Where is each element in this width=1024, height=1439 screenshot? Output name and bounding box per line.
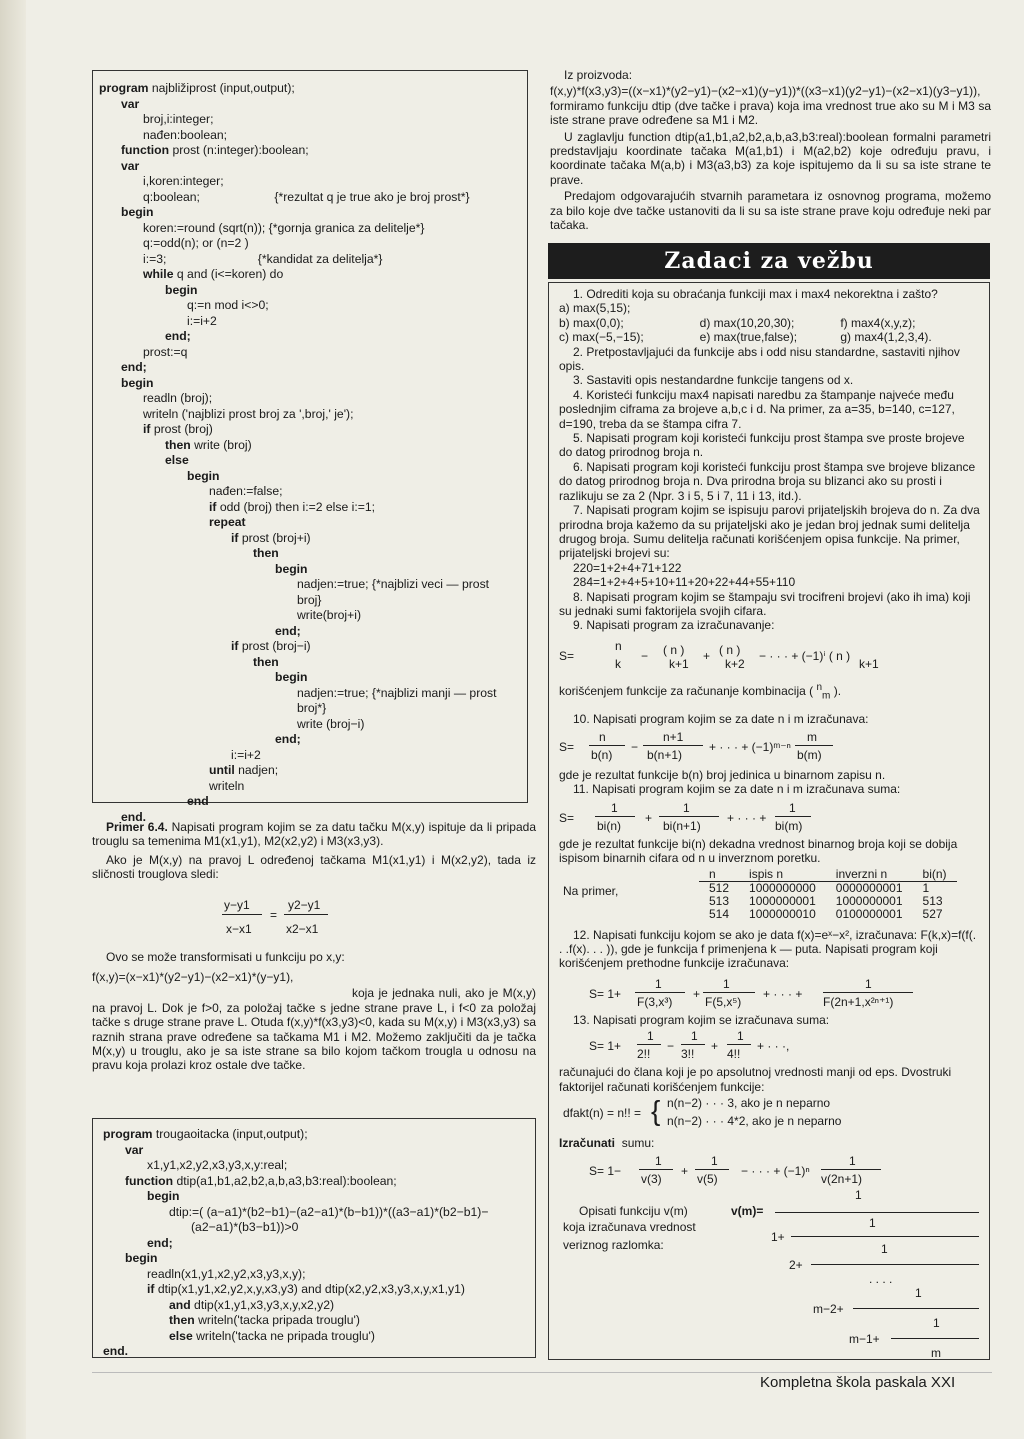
table-cell: 513 (922, 893, 943, 908)
exercise-12: 12. Napisati funkciju kojom se ako je data f(x)=eˣ−x², izračunava: F(k,x)=f(f(. . .f(x). . . )), gde je funkcija f primenjena k — puta. Napisati program koji korišćenjem prethodne funkcije izračunava: (559, 927, 977, 971)
exercises-banner: Zadaci za vežbu (548, 243, 990, 279)
code-text: dtip(a1,b1,a2,b2,a,b,a3,b3:real):boolean; (173, 1173, 397, 1188)
exercise-11: 11. Napisati program kojim se za date n i m izračunava suma: (573, 782, 901, 797)
option-c: c) max(−5,−15); (559, 330, 644, 345)
frac-equals: = (270, 907, 278, 922)
table-cell: 0000000001 (835, 880, 903, 895)
table-cell: 1 (922, 880, 930, 895)
keyword: end; (275, 732, 301, 746)
keyword: then (165, 437, 191, 452)
keyword: begin (275, 561, 308, 576)
table-cell: 1000000001 (749, 893, 816, 908)
exercise-7-example-1: 220=1+2+4+71+122 (573, 560, 682, 575)
table-cell: 527 (922, 906, 943, 921)
exercise-2: 2. Pretpostavljajući da funkcije abs i odd nisu standardne, sastaviti njihov opis. (559, 344, 960, 374)
frac-den-1: x−x1 (226, 921, 252, 936)
code1-line (99, 624, 519, 640)
code1-line (99, 531, 519, 547)
code2-line (103, 1189, 527, 1205)
code-text: writeln ('najblizi prost broj za ',broj,' je'); (143, 406, 354, 421)
code-text: q:boolean; {*rezultat q je true ako je broj prost*} (143, 189, 470, 204)
exercise-11-table (559, 868, 981, 928)
code-text: dtip(x1,y1,x2,y2,x,y,x3,y3) and dtip(x2,y2,x3,y3,x,y,x1,y1) (154, 1282, 465, 1296)
code-listing-trougao (103, 1127, 527, 1360)
code-text: i,koren:integer; (143, 174, 224, 188)
code-text: writeln('tacka ne pripada trouglu') (192, 1328, 375, 1343)
code-text: dtip:=( (a−a1)*(b2−b1)−(a2−a1)*(b−b1))*((a3−a1)*(b2−b1)− (169, 1204, 489, 1219)
table-header-cell: bi(n) (913, 868, 957, 882)
keyword: and (169, 1297, 191, 1312)
code-text: prost (broj+i) (238, 530, 311, 545)
dfakt-lhs: dfakt(n) = n!! = (563, 1106, 642, 1121)
primer-6-4-section (92, 820, 536, 1075)
code2-line (103, 1329, 527, 1345)
keyword: repeat (209, 515, 246, 529)
keyword: begin (121, 375, 154, 390)
table-header-cell: n (699, 868, 739, 882)
izracunati-formula: S= 1− 1 v(3) + 1 v(5) − · · · + (−1)ⁿ 1 v(2n+1) (559, 1152, 981, 1186)
code1-line (99, 670, 519, 686)
code-text: broj} (297, 592, 322, 607)
verizni-razlomak: 1 Opisati funkciju v(m) v(m)= koja izračunava vrednost 1 1+ veriznog razlomka: 1 2+ . . . . 1 m−2+ 1 m−1+ m (559, 1190, 981, 1370)
keyword: function (121, 143, 170, 157)
keyword: if (231, 639, 239, 653)
code-text: broj*} (297, 701, 327, 715)
code2-line (103, 1344, 527, 1360)
code-text: (a2−a1)*(b3−b1))>0 (191, 1220, 299, 1234)
table-cell: 1000000000 (749, 880, 816, 895)
keyword: until (209, 763, 235, 777)
exercise-10-after: gde je rezultat funkcije b(n) broj jedinica u binarnom zapisu n. (559, 767, 886, 782)
exercise-9-after: korišćenjem funkcije za računanje kombinacija ( $^n_m$ ). (559, 681, 842, 702)
code1-line (99, 469, 519, 485)
code2-line (103, 1220, 527, 1236)
code-text: prost:=q (143, 344, 188, 359)
table-cell: 513 (709, 893, 730, 908)
code-text: dtip(x1,y1,x3,y3,x,y,x2,y2) (190, 1297, 335, 1312)
keyword: begin (165, 282, 198, 297)
exercise-3: 3. Sastaviti opis nestandardne funkcije tangens od x. (573, 373, 854, 388)
keyword: while (143, 267, 174, 281)
dfakt-case-1: n(n−2) · · · 3, ako je n neparno (667, 1096, 831, 1111)
code1-line (99, 143, 519, 159)
exercise-1-options-row-2 (559, 316, 981, 330)
code1-line (99, 562, 519, 578)
exercise-1-options-row-3 (559, 330, 981, 344)
code2-line (103, 1205, 527, 1221)
code1-line (99, 81, 519, 97)
code1-line (99, 391, 519, 407)
exercise-7: 7. Napisati program kojim se ispisuju parovi prijateljskih brojeva do n. Za dva prirodna broja kažemo da su prijateljski ako je jedan broj jednak sumi delitelja drugog broja. Sumu delitelja računati korišćenjem opisa funkcije. Na primer, prijateljski brojevi su: (559, 503, 980, 561)
dtip-explanation (550, 68, 991, 234)
code-text: writeln('tacka pripada trouglu') (194, 1313, 360, 1327)
keyword: if (147, 1282, 155, 1296)
code1-line (99, 453, 519, 469)
table-row (699, 895, 957, 908)
table-cell: 0100000001 (835, 906, 903, 921)
code1-line (99, 779, 519, 795)
keyword: function (125, 1173, 174, 1188)
table-prefix: Na primer, (563, 883, 619, 898)
primer-paragraph-1: Napisati program kojim se za datu tačku M(x,y) ispituje da li pripada trouglu sa temenima M1(x1,y1), M2(x2,y2) i M3(x3,y3). (92, 820, 536, 849)
frac-den-2: x2−x1 (286, 921, 319, 936)
keyword: begin (275, 670, 308, 684)
keyword: var (121, 158, 140, 173)
opis-line-1: Opisati funkciju v(m) (579, 1204, 688, 1219)
code-text: x1,y1,x2,y2,x3,y3,x,y:real; (147, 1158, 288, 1172)
keyword: end. (103, 1344, 129, 1358)
table-header-cell: inverzni n (826, 868, 913, 882)
code-text: nađen:=false; (209, 484, 283, 498)
code1-line (99, 314, 519, 330)
option-a: a) max(5,15); (559, 301, 631, 316)
table-header-cell: ispis n (739, 868, 826, 882)
code-text: i:=3; {*kandidat za delitelja*} (143, 251, 383, 266)
frac-line-2 (284, 914, 328, 915)
code1-line (99, 376, 519, 392)
keyword: begin (125, 1251, 158, 1265)
keyword: end. (121, 809, 147, 824)
code1-line (99, 345, 519, 361)
dtip-paragraph-4: Predajom odgovarajućih stvarnih parametara iz osnovnog programa, možemo za bilo koje dve tačke ustanoviti da li su sa iste strane prave koju određuje neki par tačaka. (550, 189, 991, 233)
exercise-10-formula: S= n b(n) − n+1 b(n+1) + · · · + (−1)ᵐ⁻ⁿ m b(m) (559, 728, 981, 764)
code-text: nađen:boolean; (143, 127, 228, 142)
code-text: write (broj) (190, 437, 252, 452)
keyword: end; (165, 329, 191, 343)
code-text: nadjen; (234, 763, 279, 777)
code1-line (99, 593, 519, 609)
code-text: odd (broj) then i:=2 else i:=1; (216, 499, 375, 514)
opis-line-3: veriznog razlomka: (563, 1238, 664, 1253)
keyword: end; (275, 623, 301, 638)
option-b: b) max(0,0); (559, 315, 624, 330)
code-text: trougaoitacka (input,output); (152, 1127, 308, 1141)
code1-line (99, 329, 519, 345)
exercise-9: 9. Napisati program za izračunavanje: (573, 618, 775, 633)
code-text: q:=n mod i<>0; (187, 298, 269, 312)
primer-heading: Primer 6.4. (106, 820, 168, 834)
vm-label: v(m)= (731, 1204, 764, 1219)
exercise-7-example-2: 284=1+2+4+5+10+11+20+22+44+55+110 (573, 575, 796, 590)
code1-line (99, 174, 519, 190)
code2-line (103, 1174, 527, 1190)
code-text: broj,i:integer; (143, 112, 214, 126)
code1-line (99, 686, 519, 702)
dfakt-case-2: n(n−2) · · · 4*2, ako je n neparno (667, 1114, 842, 1129)
dtip-paragraph-1: Iz proizvoda: (564, 68, 633, 82)
exercise-6: 6. Napisati program koji koristeći funkciju prost štampa sve brojeve blizance do datog prirodnog broja n. Dva prirodna broja su blizanci ako su prosti i razlikuju se za 2 (Npr. 3 i 5, 5 i 7, 11 i 13, itd.). (559, 459, 976, 503)
table-header-row (699, 868, 957, 882)
opis-line-2: koja izračunava vrednost (563, 1220, 696, 1235)
code-text: nadjen:=true; {*najblizi veci — prost (297, 577, 490, 591)
program-trougao-box (92, 1118, 536, 1358)
code1-line (99, 236, 519, 252)
code2-line (103, 1313, 527, 1329)
code-text: najbližiprost (input,output); (148, 81, 295, 95)
code1-line (99, 205, 519, 221)
exercise-11-formula: S= 1 bi(n) + 1 bi(n+1) + · · · + 1 bi(m) (559, 799, 981, 833)
keyword: if (143, 422, 151, 436)
exercise-1-options-row-1 (559, 301, 981, 315)
code-text: prost (n:integer):boolean; (169, 143, 309, 157)
exercise-10: 10. Napisati program kojim se za date n i m izračunava: (573, 711, 869, 726)
exercise-13-after: računajući do člana koji je po apsolutnoj vrednosti manji od eps. Dvostruki faktorijel računati korišćenjem funkcije: (559, 1065, 952, 1094)
code1-line (99, 655, 519, 671)
keyword: begin (187, 468, 220, 483)
option-e: e) max(true,false); (699, 330, 798, 345)
primer-paragraph-3: Ovo se može transformisati u funkciju po x,y: (106, 949, 345, 964)
frac-line-1 (222, 914, 262, 915)
keyword: if (209, 499, 217, 514)
code1-line (99, 717, 519, 733)
code2-line (103, 1158, 527, 1174)
exercises-box (548, 282, 990, 1360)
keyword: else (165, 453, 189, 467)
frac-num-2: y2−y1 (288, 897, 321, 912)
code1-line (99, 763, 519, 779)
code1-line (99, 159, 519, 175)
exercise-12-formula: S= 1+ 1 F(3,x³) + 1 F(5,x⁵) + · · · + 1 F(2n+1,x²ⁿ⁺¹) (559, 975, 981, 1009)
code1-line (99, 546, 519, 562)
dfakt-definition: dfakt(n) = n!! = { n(n−2) · · · 3, ako je n neparno n(n−2) · · · 4*2, ako je n neparno (563, 1095, 842, 1129)
keyword: if (231, 530, 239, 545)
exercises-text (559, 283, 981, 1370)
code-text: koren:=round (sqrt(n)); {*gornja granica za delitelje*} (143, 220, 425, 235)
code1-line (99, 438, 519, 454)
code1-line (99, 283, 519, 299)
keyword: begin (147, 1189, 180, 1203)
code2-line (103, 1143, 527, 1159)
program-najblizi-prost-box (92, 70, 528, 824)
code-text: prost (broj−i) (238, 639, 311, 653)
code-text: q:=odd(n); or (n=2 ) (143, 236, 249, 250)
keyword: var (125, 1142, 144, 1157)
code1-line (99, 500, 519, 516)
exercise-13: 13. Napisati program kojim se izračunava suma: (573, 1012, 830, 1027)
code1-line (99, 190, 519, 206)
code1-line (99, 484, 519, 500)
dtip-paragraph-3: U zaglavlju function dtip(a1,b1,a2,b2,a,b,a3,b3:real):boolean formalni parametri predstavljaju koordinate tačaka M(a1,b1) i M(a2,b2) koje određuju pravu, i koordinate tačaka M(a,b) i M3(a3,b3) za koje ispitujemo da li su sa iste strane te prave. (550, 129, 991, 187)
code-text: write(broj+i) (297, 608, 361, 622)
code1-line (99, 221, 519, 237)
izracunati-line: Izračunati sumu: (559, 1136, 655, 1151)
code2-line (103, 1298, 527, 1314)
binary-table (699, 868, 957, 921)
code1-line (99, 639, 519, 655)
code-text: write (broj−i) (297, 716, 365, 731)
code1-line (99, 407, 519, 423)
code-text: readln(x1,y1,x2,y2,x3,y3,x,y); (147, 1266, 306, 1281)
keyword: program (99, 81, 149, 95)
table-cell: 1000000001 (835, 893, 903, 908)
page-edge (0, 0, 26, 1439)
keyword: program (103, 1127, 153, 1141)
code-text: i:=i+2 (231, 747, 261, 762)
code1-line (99, 748, 519, 764)
keyword: end; (147, 1235, 173, 1250)
primer-formula: f(x,y)=(x−x1)*(y2−y1)−(x2−x1)*(y−y1), (92, 970, 294, 985)
code1-line (99, 701, 519, 717)
code1-line (99, 360, 519, 376)
option-d: d) max(10,20,30); (699, 315, 795, 330)
primer-paragraph-4: koja je jednaka nuli, ako je M(x,y) na pravoj L. Dok je f>0, za položaj tačke s jedne strane prave L, i f<0 za položaj tačke s druge strane prave L. Otuda f(x,y)*f(x3,y3)<0, kada su M(x,y) i M3(x3,y3) sa raznih strana prave određene sa tačkama M1 i M2. Možemo zaključiti da je tačka M(x,y) u trouglu, ako je sa iste strane sa bilo kojom tačkom trougla u odnosu na pravu koja prolazi kroz ostale dve tačke. (92, 986, 536, 1073)
exercise-1: 1. Odrediti koja su obraćanja funkciji max i max4 nekorektna i zašto? (573, 287, 938, 301)
code2-line (103, 1267, 527, 1283)
exercise-13-formula: S= 1+ 1 2!! − 1 3!! + 1 4!! + · · ·, (589, 1029, 790, 1062)
option-f: f) max4(x,y,z); (840, 315, 916, 330)
table-cell: 512 (709, 880, 730, 895)
table-cell: 514 (709, 906, 730, 921)
code-text: readln (broj); (143, 391, 213, 405)
code1-line (99, 128, 519, 144)
exercise-11-after: gde je rezultat funkcije bi(n) dekadna vrednost binarnog broja koji se dobija ispisom binarnih cifara od n u inverznom poretku. (559, 836, 958, 866)
code-text: writeln (209, 778, 245, 793)
keyword: begin (121, 205, 154, 219)
code-text: q and (i<=koren) do (173, 267, 284, 281)
code1-line (99, 608, 519, 624)
similarity-fraction (92, 888, 536, 936)
code1-line (99, 732, 519, 748)
code1-line (99, 112, 519, 128)
code1-line (99, 577, 519, 593)
code-text: nadjen:=true; {*najblizi manji — prost (297, 685, 497, 700)
keyword: else (169, 1328, 193, 1343)
exercise-8: 8. Napisati program kojim se štampaju svi trocifreni brojevi (ako ih ima) koji su jednaki sumi faktorijela svojih cifara. (559, 589, 971, 618)
keyword: end; (121, 360, 147, 374)
exercise-4: 4. Koristeći funkciju max4 napisati naredbu za štampanje najveće među poslednjim ciframa za brojeve a,b,c i d. Na primer, za a=35, b=140, c=127, d=190, treba da se štampa cifra 7. (559, 387, 955, 431)
code1-line (99, 422, 519, 438)
frac-num-1: y−y1 (224, 897, 250, 912)
keyword: then (253, 654, 279, 669)
exercise-5: 5. Napisati program koji koristeći funkciju prost štampa sve proste brojeve do datog prirodnog broja n. (559, 431, 965, 460)
table-cell: 1000000010 (749, 906, 816, 921)
code-text: i:=i+2 (187, 313, 217, 328)
keyword: then (253, 546, 279, 560)
code1-line (99, 794, 519, 810)
code1-line (99, 515, 519, 531)
keyword: then (169, 1313, 195, 1327)
table-row (699, 908, 957, 921)
code1-line (99, 267, 519, 283)
code1-line (99, 252, 519, 268)
code2-line (103, 1236, 527, 1252)
option-g: g) max4(1,2,3,4). (840, 330, 932, 345)
footer-rule (92, 1372, 992, 1373)
keyword: var (121, 96, 140, 111)
table-row (699, 881, 957, 895)
primer-paragraph-2: Ako je M(x,y) na pravoj L određenoj tačkama M1(x1,y1) i M(x2,y2), tada iz sličnosti trouglova sledi: (92, 852, 536, 882)
code2-line (103, 1127, 527, 1143)
code2-line (103, 1251, 527, 1267)
keyword: end (187, 794, 209, 808)
page-footer: Kompletna škola paskala XXI (760, 1374, 956, 1391)
code-listing-najblizi-prost (99, 81, 519, 825)
code1-line (99, 97, 519, 113)
code1-line (99, 298, 519, 314)
exercise-9-formula: S= n k − ( n ) k+1 + ( n ) k+2 − · · · + (−1)ⁱ ( n ) k+1 (559, 638, 879, 671)
code2-line (103, 1282, 527, 1298)
dtip-paragraph-2: f(x,y)*f(x3,y3)=((x−x1)*(y2−y1)−(x2−x1)(y−y1))*((x3−x1)(y2−y1)−(x2−x1)(y3−y1)), formiramo funkciju dtip (dve tačke i prava) koja ima vrednost true ako su M i M3 sa iste strane prave određene sa M1 i M2. (550, 84, 991, 128)
code-text: prost (broj) (150, 422, 213, 436)
